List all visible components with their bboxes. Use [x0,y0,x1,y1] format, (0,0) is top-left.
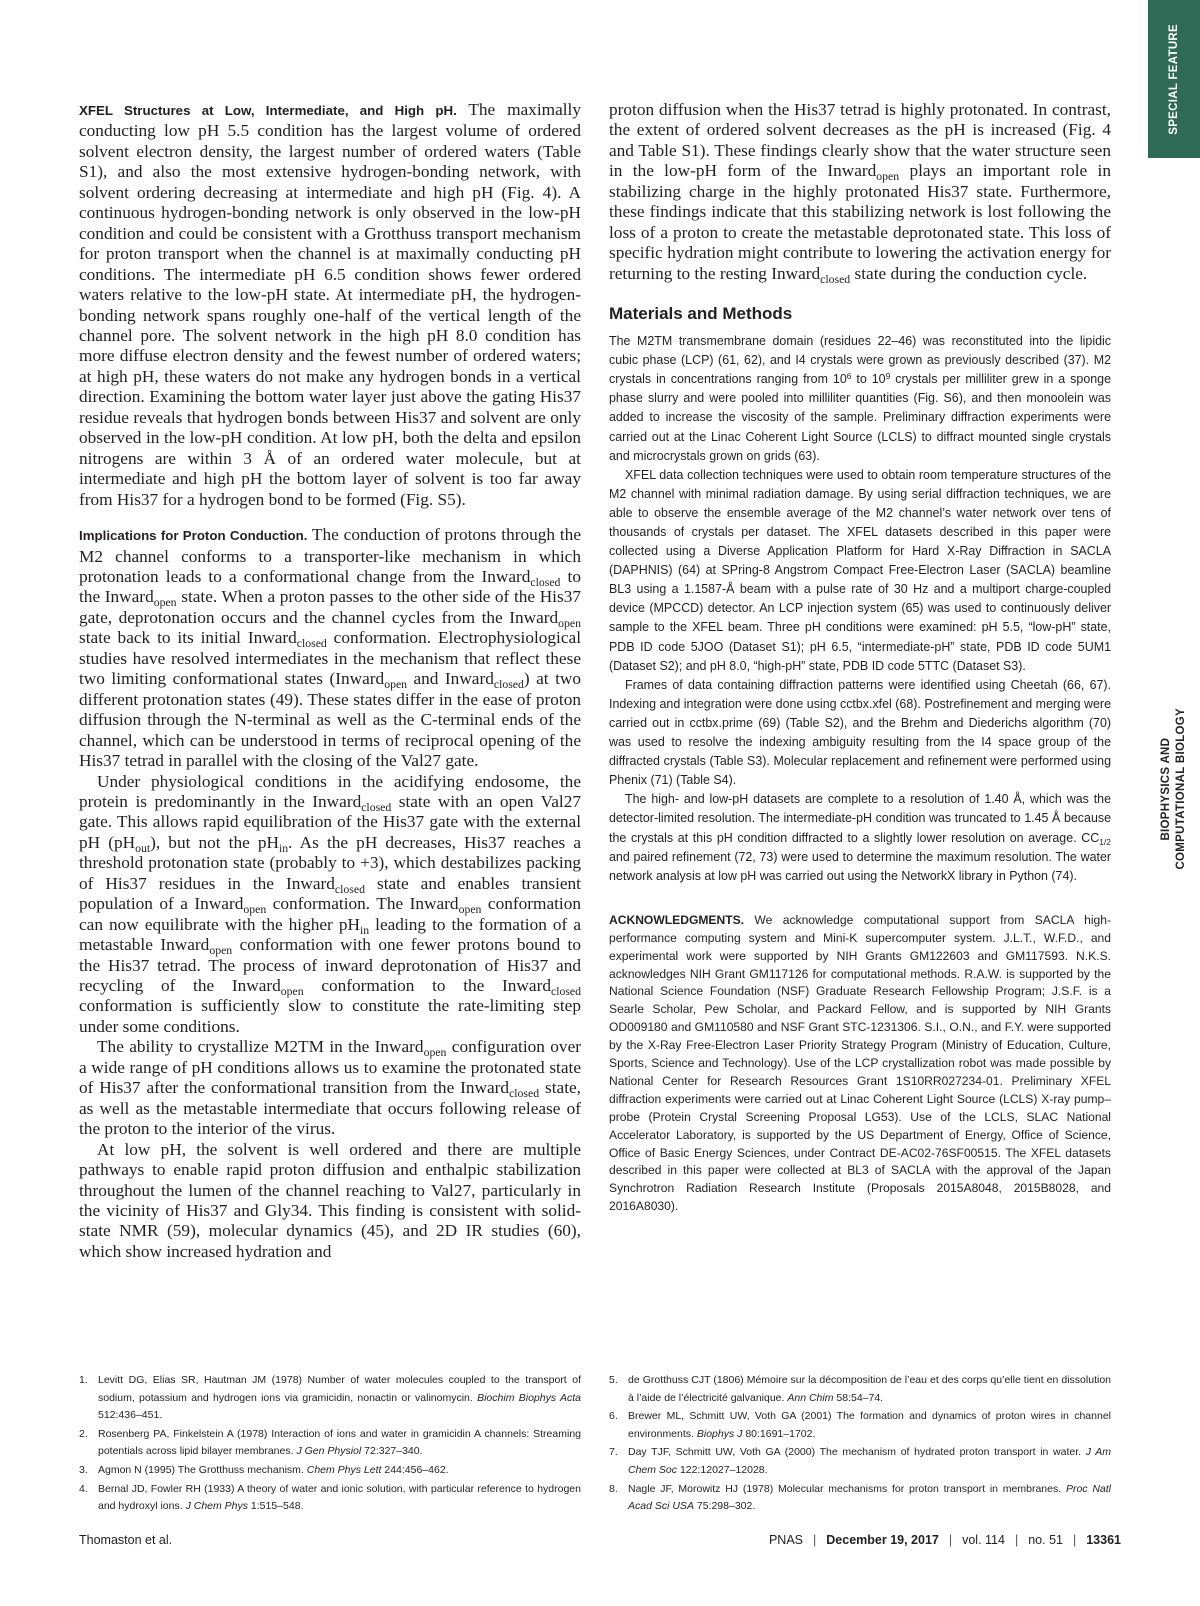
reference-journal: J Chem Phys [185,1500,248,1513]
reference-citation: 58:54–74. [833,1391,884,1404]
reference-number: 5. [609,1374,618,1386]
text: conformation. Electrophysiological studies have resolved intermediates in the mechanism that reflect these two limiting conformational states (Inward [79,628,581,689]
separator: | [948,1533,953,1547]
footer-authors: Thomaston et al. [79,1533,173,1547]
reference-citation: 244:456–462. [381,1463,449,1476]
paragraph-continuation [609,100,1111,284]
reference-item [79,1481,581,1516]
subscript-open: open [209,944,233,958]
reference-citation: 1:515–548. [248,1500,304,1513]
text: crystals per milliliter grew in a sponge phase slurry and were pooled into milliliter quantities (Fig. S6), and then monoolein was added to increase the viscosity of the sample. Preliminary diffraction experiments were carried out at the Linac Coherent Light Source (LCLS) to diffract mounted single crystals and microcrystals grown on grids (63). [609,372,1111,463]
text: configuration over a wide range of pH conditions allows us to examine the protonated state of His37 after the conformational transition from the Inward [79,1037,581,1098]
reference-citation: 122:12027–12028. [677,1463,768,1476]
reference-number: 7. [609,1446,618,1459]
superscript: 9 [885,371,891,382]
text: conformation can now equilibrate with the higher pH [79,894,582,934]
acknowledgments-text: We acknowledge computational support from SACLA high-performance computing system and Mini-K supercomputer system. J.L.T., W.F.D., and experimental work were supported by NIH Grants GM122603 and GM117593. N.K.S. acknowledges NIH Grant GM117126 for computational methods. R.A.W. is supported by the National Science Foundation (NSF) Graduate Research Fellowship Program; J.S.F. is a Searle Scholar, Pew Scholar, and Packard Fellow, and is supported by NIH Grants OD009180 and GM110580 and NSF Grant STC-1231306. S.I., O.N., and F.Y. were supported by the X-Ray Free-Electron Laser Priority Strategy Program (Ministry of Education, Culture, Sports, Science and Technology). Use of the LCP crystallization robot was made possible by National Center for Research Resources Grant 1S10RR027234-01. Preliminary XFEL diffraction experiments were carried out at Linac Coherent Light Source (LCLS) X-ray pump–probe (Protein Crystal Screening Proposal LG53). Use of the LCLS, SLAC National Accelerator Laboratory, is supported by the US Department of Energy, Office of Science, Office of Basic Energy Sciences, under Contract DE-AC02-76SF00515. The XFEL datasets described in this paper were collected at BL3 of SACLA with the approval of the Japan Synchrotron Radiation Research Institute (Proposals 2015A8048, 2015B8028, and 2016A8030). [609,912,1111,1214]
subscript-closed: closed [493,678,524,692]
text: The M2TM transmembrane domain (residues 22–46) was reconstituted into the lipidic cubic phase (LCP) (61, 62), and I4 crystals were grown as previously described (37). M2 crystals in concentrations ranging from 10 [609,334,1111,387]
methods-paragraph-3: Frames of data containing diffraction patterns were identified using Cheetah (66, 67). Indexing and integration were done using cctbx.xfel (68). Postrefinement and merging were carried out in cctbx.prime (69) (Table S2), and the Brehm and Diederichs algorithm (70) was used to resolve the indexing ambiguity resulting from the I4 space group of the diffracted crystals (Table S3). Molecular replacement and refinement were performed using Phenix (71) (Table S4). [609,677,1111,788]
reference-item [609,1481,1111,1516]
reference-item [79,1462,581,1480]
subscript-closed: closed [509,1087,540,1101]
reference-number: 4. [79,1482,88,1495]
reference-item [609,1444,1111,1479]
text: leading to the formation of a metastable Inward [79,914,581,955]
references-right [609,1372,1111,1517]
section-tab [1148,700,1200,878]
special-feature-tab [1148,0,1200,158]
left-column [79,100,581,1262]
reference-citation: 72:327–340. [361,1445,423,1458]
methods-paragraph-2: XFEL data collection techniques were used to obtain room temperature structures of the M2 channel with minimal radiation damage. By using serial diffraction techniques, we are able to observe the ensemble average of the M2 channel’s water network over tens of thousands of crystals per dataset. The XFEL datasets described in this paper were collected using a Diverse Application Platform for Hard X-Ray Diffraction in SACLA (DAPHNIS) (64) at SPring-8 Angstrom Compact Free-Electron Laser (SACLA) beamline BL3 using a 1.1587-Å beam with a pulse rate of 30 Hz and a multiport charge-coupled device (MPCCD) detector. An LCP injection system (65) was used to continuously deliver sample to the XFEL beam. Three pH conditions were examined: pH 5.5, “low-pH” state, PDB ID code 5JOO (Dataset S1); pH 6.5, “intermediate-pH” state, PDB ID code 5UM1 (Dataset S2); and pH 8.0, “high-pH” state, PDB ID code 5TTC (Dataset S3). [609,467,1111,673]
subscript-out: out [135,841,151,855]
subscript-open: open [876,170,900,184]
subscript-open: open [243,903,267,917]
reference-number: 3. [79,1463,88,1476]
subscript-open: open [458,903,482,917]
footer-citation [769,1533,1121,1547]
materials-methods-heading: Materials and Methods [609,304,793,324]
text: to the Inward [79,566,581,607]
reference-item [79,1372,581,1425]
text: conformation to the Inward [303,976,551,996]
text: proton diffusion when the His37 tetrad is highly protonated. In contrast, the extent of ordered solvent decreases as the pH is increased (Fig. 4 and Table S1). These findings clearly show that the water structure seen in the low-pH form of the Inward [609,100,1111,181]
text: state during the conduction cycle. [850,263,1088,283]
text: The ability to crystallize M2TM in the Inward [97,1037,424,1057]
subscript-open: open [423,1046,447,1060]
reference-journal: Ann Chim [787,1391,834,1404]
subscript-open: open [153,596,177,610]
text: plays an important role in stabilizing charge in the highly protonated His37 state. Furthermore, these findings indicate that this stabilizing network is lost following the loss of a proton to create the metastable deprotonated state. This loss of specific hydration might contribute to lowering the activation energy for returning to the resting Inward [609,161,1111,283]
text: . As the pH decreases, His37 reaches a threshold protonation state (probably to +3), which destabilizes packing of His37 residues in the Inward [79,832,581,893]
reference-text: Day TJF, Schmitt UW, Voth GA (2000) The mechanism of hydrated proton transport in water. [628,1446,1086,1459]
footer-volume: vol. 114 [962,1533,1005,1547]
subscript-closed: closed [361,801,392,815]
text: conformation. The Inward [266,894,459,914]
section-heading-xfel-structures: XFEL Structures at Low, Intermediate, and High pH. [79,103,457,118]
reference-journal: Chem Phys Lett [306,1463,382,1476]
text: state. When a proton passes to the other side of the His37 gate, deprotonation occurs and the channel cycles from the Inward [79,587,581,627]
subscript-closed: closed [820,272,851,286]
reference-citation: 512:436–451. [98,1409,163,1422]
reference-text: Levitt DG, Elias SR, Hautman JM (1978) Number of water molecules coupled to the transport of sodium, potassium and hydrogen ions via gramicidin, nonactin or valinomycin. [98,1374,581,1404]
subscript-in: in [279,841,289,855]
footer-date: December 19, 2017 [826,1533,939,1547]
text: conformation with one fewer protons bound to the His37 tetrad. The process of inward deprotonation of His37 and recycling of the Inward [79,935,582,996]
footer-page-number: 13361 [1086,1533,1121,1547]
footer-issue: no. 51 [1028,1533,1063,1547]
reference-journal: J Gen Physiol [296,1445,362,1458]
subscript: 1/2 [1099,836,1111,847]
reference-citation: 80:1691–1702. [742,1427,816,1440]
section-tab-line-1: BIOPHYSICS AND [1160,737,1172,841]
reference-text: Nagle JF, Morowitz HJ (1978) Molecular mechanisms for proton transport in membranes. [628,1482,1066,1495]
subscript-open: open [384,678,408,692]
reference-journal: Proc Natl Acad Sci USA [628,1482,1111,1513]
paragraph-low-ph-solvent: At low pH, the solvent is well ordered and there are multiple pathways to enable rapid proton diffusion and enthalpic stabilization throughout the lumen of the channel reaching to Val27, particularly in the vicinity of His37 and Gly34. This finding is consistent with solid-state NMR (59), molecular dynamics (45), and 2D IR studies (60), which show increased hydration and [79,1139,581,1261]
text: state, as well as the metastable intermediate that occurs following release of the proton to the interior of the virus. [79,1078,581,1139]
reference-item [609,1372,1111,1407]
methods-paragraph-1 [609,332,1111,466]
footer-journal: PNAS [768,1533,804,1547]
reference-journal: Biochim Biophys Acta [477,1391,581,1404]
text: conformation is sufficiently slow to constitute the rate-limiting step under some conditions. [79,996,581,1036]
text: Under physiological conditions in the acidifying endosome, the protein is predominantly in the Inward [79,771,581,811]
subscript-in: in [359,923,370,937]
text: The conduction of protons through the M2 channel conforms to a transporter-like mechanism in which protonation leads to a conformational change from the Inward [79,525,581,586]
section-heading-implications: Implications for Proton Conduction. [79,528,308,544]
reference-text: Bernal JD, Fowler RH (1933) A theory of water and ionic solution, with particular reference to hydrogen and hydroxyl ions. [98,1482,581,1513]
text: and Inward [407,669,494,689]
subscript-open: open [558,616,581,630]
text: and paired refinement (72, 73) were used to determine the maximum resolution. The water network analysis at low pH was carried out using the NetworkX library in Python (74). [609,849,1111,883]
subscript-closed: closed [334,882,365,896]
reference-text: Brewer ML, Schmitt UW, Voth GA (2001) The formation and dynamics of proton wires in channel environments. [628,1410,1111,1440]
paragraph-implications [79,525,581,771]
reference-journal: J Am Chem Soc [628,1446,1111,1476]
reference-number: 8. [609,1482,618,1495]
reference-number: 6. [609,1410,618,1423]
right-column [609,100,1111,1216]
reference-number: 1. [79,1374,88,1386]
reference-item [79,1426,581,1461]
acknowledgments [609,912,1111,1216]
subscript-closed: closed [550,985,582,999]
text: ), but not the pH [150,832,280,852]
reference-item [609,1408,1111,1443]
section-tab-label [1159,708,1189,870]
acknowledgments-heading: ACKNOWLEDGMENTS. [609,912,745,927]
separator: | [1014,1533,1019,1547]
references-left [79,1372,581,1517]
text: state and enables transient population of a Inward [79,873,581,914]
methods-paragraph-4 [609,790,1111,885]
special-feature-label: SPECIAL FEATURE [1167,23,1180,135]
reference-journal: Biophys J [696,1427,743,1440]
paragraph-xfel-structures [79,100,581,510]
paragraph-text: The maximally conducting low pH 5.5 condition has the largest volume of ordered solvent electron density, the largest number of ordered waters (Table S1), and also the most extensive hydrogen-bonding network, with solvent ordering decreasing at intermediate and high pH (Fig. 4). A continuous hydrogen-bonding network is only observed in the low-pH condition and could be consistent with a Grotthuss transport mechanism for proton transport when the channel is at maximally conducting pH conditions. The intermediate pH 6.5 condition shows fewer ordered waters relative to the low-pH state. At intermediate pH, the hydrogen-bonding network spans roughly one-half of the vertical length of the channel pore. The solvent network in the high pH 8.0 condition has more diffuse electron density and the fewest number of ordered waters; at high pH, these waters do not make any hydrogen bonds in a vertical direction. Examining the bottom water layer just above the gating His37 residue reveals that hydrogen bonds between His37 and solvent are only observed in the low-pH condition. At low pH, both the delta and epsilon nitrogens are within 3 Å of an ordered water molecule, but at intermediate and high pH the bottom layer of solvent is too far away from His37 for a hydrogen bond to be formed (Fig. S5). [79,100,581,509]
reference-citation: 75:298–302. [693,1500,756,1513]
subscript-open: open [280,985,304,999]
paragraph-crystallize [79,1037,581,1139]
superscript: 6 [846,371,852,382]
text: state back to its initial Inward [79,628,297,648]
text: ) at two different protonation states (49). These states differ in the ease of proton diffusion through the N-terminal as well as the C-terminal ends of the channel, which can be understood in terms of reciprocal opening of the His37 tetrad in parallel with the closing of the Val27 gate. [79,669,581,771]
text: The high- and low-pH datasets are complete to a resolution of 1.40 Å, which was the detector-limited resolution. The intermediate-pH condition was truncated to 1.45 Å because the crystals at this pH condition diffracted to a slightly lower resolution on average. CC [609,792,1111,845]
subscript-closed: closed [530,576,561,590]
paragraph-physiological-conditions [79,772,581,1038]
separator: | [1072,1533,1077,1547]
reference-number: 2. [79,1427,88,1440]
text: to 10 [851,372,886,387]
subscript-closed: closed [296,637,327,651]
separator: | [813,1533,817,1547]
section-tab-line-2: COMPUTATIONAL BIOLOGY [1175,708,1187,870]
reference-text: Agmon N (1995) The Grotthuss mechanism. [98,1463,307,1476]
text: state with an open Val27 gate. This allows rapid equilibration of the His37 gate with the external pH (pH [79,791,582,852]
reference-text: Rosenberg PA, Finkelstein A (1978) Interaction of ions and water in gramicidin A channels: Streaming potentials across lipid bilayer membranes. [98,1427,581,1458]
reference-text: de Grotthuss CJT (1806) Mémoire sur la décomposition de l’eau et des corps qu’elle tient en dissolution à l’aide de l’électricité galvanique. [628,1374,1111,1404]
